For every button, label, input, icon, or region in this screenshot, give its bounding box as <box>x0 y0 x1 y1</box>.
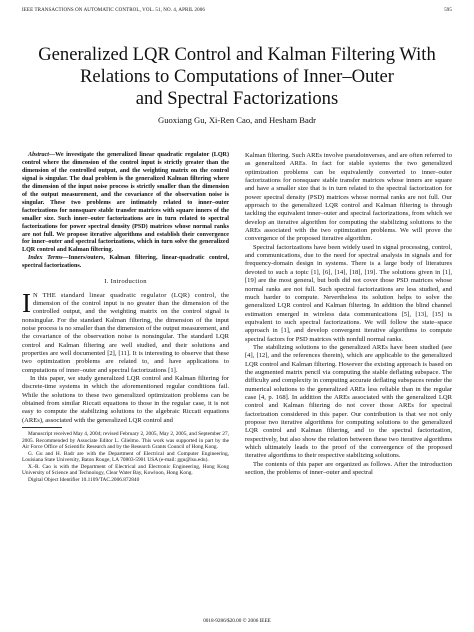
footnotes <box>22 431 229 483</box>
section-heading-introduction: I. Introduction <box>104 278 147 286</box>
index-terms <box>22 255 229 271</box>
right-paragraph-1: Kalman filtering. Such AREs involve pseudoinverses, and are often referred to as generalized AREs. In fact for stable systems the two generalized optimization problems can be equivalently converted to inner–outer factorizations for nonsquare stable transfer matrices whose inners are square and have a smaller size that is in turn related to the spectral factorization for power spectral density (PSD) matrices whose normal ranks are not full. Our approach to the generalized LQR control and Kalman filtering is through tackling the equivalent inner–outer and spectral factorizations, from which we develop an iterative algorithm for computing the stabilizing solutions to the AREs associated with the two optimization problems. We will prove the convergence of the proposed iterative algorithm. <box>245 152 452 243</box>
abstract-text: We investigate the generalized linear quadratic regulator (LQR) control where the dimension of the control input is strictly greater than the dimension of the controlled output, and the weighting matrix on the control signal is singular. The dual problem is the generalized Kalman filtering where the dimension of the input noise process is strictly smaller than the dimension of the output measurement, and the covariance of the observation noise is singular. These two problems are intimately related to inner–outer factorizations for nonsquare stable transfer matrices with square inners of the smaller size. Such inner–outer factorizations are in turn related to spectral factorizations for power spectral density (PSD) matrices whose normal ranks are not full. We propose iterative algorithms and establish their convergence for inner–outer and spectral factorizations, which in turn solve the generalized LQR control and Kalman filtering. <box>22 152 229 254</box>
left-column <box>22 152 229 484</box>
running-header <box>22 8 452 13</box>
title-line-2: Relations to Computations of Inner–Outer <box>80 66 394 87</box>
abstract-label: Abstract— <box>28 152 56 158</box>
title-line-1: Generalized LQR Control and Kalman Filtering With <box>38 44 436 65</box>
right-column <box>245 152 452 477</box>
journal-header: IEEE TRANSACTIONS ON AUTOMATIC CONTROL, VOL. 51, NO. 4, APRIL 2006 <box>22 8 205 13</box>
intro-paragraph-1 <box>22 287 229 375</box>
footnote-divider <box>22 427 62 428</box>
copyright-footer: 0018-9286/$20.00 © 2006 IEEE <box>203 618 271 624</box>
index-terms-text: Inners/outers, Kalman filtering, linear-quadratic control, spectral factorizations. <box>22 255 229 270</box>
footnote-affiliation-gu-badr: G. Gu and H. Badr are with the Department of Electrical and Computer Engineering, Louisiana State University, Baton Rouge, LA 70803-5901 USA (e-mail: ggu@lsu.edu). <box>22 450 229 464</box>
right-paragraph-4: The contents of this paper are organized as follows. After the introduction section, the problems of inner–outer and spectral <box>245 460 452 477</box>
right-paragraph-3: The stabilizing solutions to the generalized AREs have been studied (see [4], [12], and the references therein), which are applicable to the generalized LQR control and Kalman filtering. However the existing approach is based on the augmented matrix pencil via computing the stable deflating subspace. The difficulty and complexity in computing accurate deflating subspaces render the numerical solutions to the generalized AREs less reliable than in the regular case [4, p. 168]. In addition the AREs associated with the generalized LQR control and Kalman filtering do not cover those AREs for spectral factorization considered in this paper. Our contribution is that we not only propose two iterative algorithms for computing solutions to the generalized LQR control and Kalman filtering, and to the spectral factorization, respectively, but also show the relation between these two iterative algorithms which ultimately leads to the proof of the convergence of the proposed iterative algorithms to their respective stabilizing solutions. <box>245 343 452 460</box>
abstract <box>22 152 229 255</box>
index-terms-label: Index Terms— <box>28 255 69 262</box>
intro-first-line: N THE standard linear quadratic regulator (LQR) control, <box>33 291 217 299</box>
intro-paragraph-2: In this paper, we study generalized LQR control and Kalman filtering for discrete-time systems in which the aforementioned regular conditions fail. While the solutions to these two generalized optimization problems can be obtained from similar Riccati equations to those in the regular case, it is not easy to compute the stabilizing solutions to the algebraic Riccati equations (AREs), associated with the generalized LQR control and <box>22 375 229 424</box>
intro-paragraph-1-rest: the dimension of the control input is no greater than the dimension of the controlled output, and the weighting matrix on the control signal is nonsingular. For the standard Kalman filtering, the dimension of the input noise process is no smaller than the dimension of the output measurement, and the covariance of the observation noise is nonsingular. The standard LQR control and Kalman filtering are well studied, and their solutions and properties are well documented [2], [11]. It is interesting to observe that these two optimization problems are related to, and have applications to computations of inner–outer and spectral factorizations [1]. <box>22 291 229 374</box>
right-paragraph-2: Spectral factorizations have been widely used in signal processing, control, and communications, due to the need for spectral analysis in signals and for frequency-domain design in systems. There is a large body of literatures devoted to such a topic [1], [6], [14], [18], [19]. The solutions given in [1], [19] are the most general, but both did not cover those PSD matrices whose normal ranks are not full. Such spectral factorizations are less studied, and much harder to compute. Nevertheless its solution helps to solve the generalized LQR control and Kalman filtering. In addition the blind channel estimation emerged in wireless data communications [5], [13], [15] is equivalent to such spectral factorizations. We will follow the state–space approach in [1], and develop convergent iterative algorithms to compute spectral factors for PSD matrices with nonfull normal ranks. <box>245 243 452 343</box>
footnote-manuscript: Manuscript received May 4, 2004; revised February 2, 2005, May 2, 2005, and September 27, 2005. Recommended by Associate Editor L. Glielmo. This work was supported in part by the Air Force Office of Scientific Research and by the Research Grants Council of Hong Kong. <box>22 431 229 451</box>
paper-title <box>22 44 452 110</box>
drop-cap: I <box>22 287 31 318</box>
footnote-affiliation-cao: X.-R. Cao is with the Department of Electrical and Electronic Engineering, Hong Kong University of Science and Technology, Clear Water Bay, Kowloon, Hong Kong. <box>22 463 229 477</box>
title-line-3: and Spectral Factorizations <box>135 88 339 109</box>
author-list: Guoxiang Gu, Xi-Ren Cao, and Hesham Badr <box>158 115 316 125</box>
footnote-doi: Digital Object Identifier 10.1109/TAC.2006.872840 <box>28 476 140 483</box>
page-number: 595 <box>444 8 452 13</box>
